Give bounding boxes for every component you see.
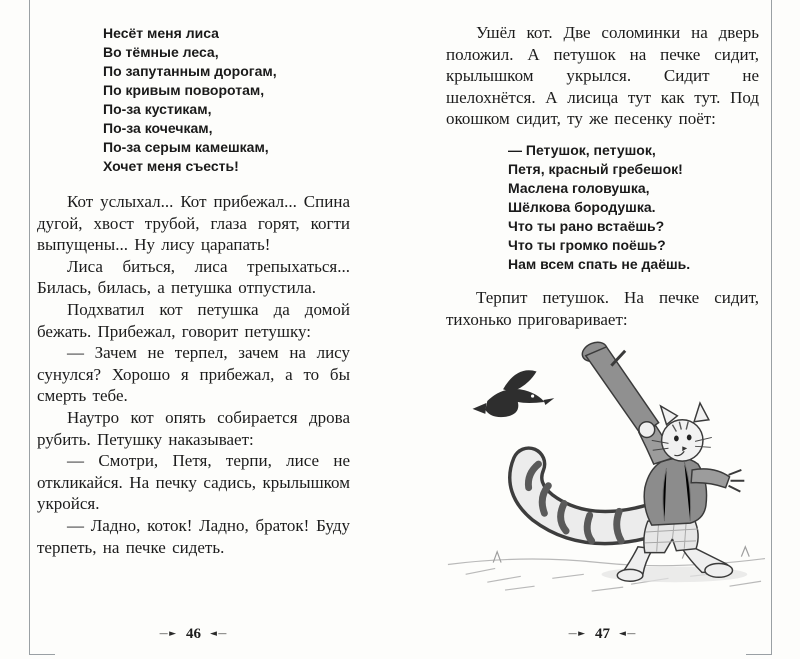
page-frame-bottom-right-tick — [746, 654, 772, 655]
poem-line: По-за серым камешкам, — [103, 139, 269, 155]
poem-line: Во тёмные леса, — [103, 44, 219, 60]
poem-line: Что ты громко поёшь? — [508, 236, 666, 253]
poem-line: Хочет меня съесть! — [103, 158, 239, 174]
page-47 — [446, 22, 759, 645]
poem-line: По-за кустикам, — [103, 101, 212, 117]
story-paragraph: Лиса биться, лиса трепыхаться... Билась, билась, а петушка отпустила. — [37, 256, 350, 298]
poem-line: По-за кочечкам, — [103, 120, 213, 136]
club-figure — [579, 339, 658, 435]
page-number: 46 — [186, 626, 201, 642]
story-paragraph: — Зачем не терпел, зачем на лису сунулся? Хорошо я прибежал, а то бы смерть тебе. — [37, 343, 350, 406]
story-paragraph: — Ладно, коток! Ладно, браток! Буду терпеть, на печке сидеть. — [37, 515, 350, 557]
poem-line: По запутанным дорогам, — [103, 63, 277, 79]
cat-tail-figure — [526, 464, 649, 541]
rooster-song-poem — [508, 141, 759, 274]
poem-line: Несёт меня лиса — [103, 25, 219, 41]
poem-line: По кривым поворотам, — [103, 82, 265, 98]
footer-ornament-right-icon: ◄— — [210, 629, 228, 639]
page-frame-left — [29, 0, 30, 655]
footer-ornament-left-icon: —► — [159, 629, 177, 639]
story-paragraph: Наутро кот опять собирается дрова рубить. Петушку наказывает: — [37, 407, 350, 449]
poem-line: Петя, красный гребешок! — [508, 160, 683, 177]
story-paragraph: Кот услыхал... Кот прибежал... Спина дугой, хвост трубой, глаза горят, когти выпущены... Ну лису царапать! — [37, 192, 350, 255]
story-paragraph: Терпит петушок. На печке сидит, тихонько приговаривает: — [446, 287, 759, 329]
poem-line: — Петушок, петушок, — [508, 141, 656, 158]
page-frame-bottom-left-tick — [29, 654, 55, 655]
page-footer — [37, 626, 350, 643]
poem-line: Шёлкова бородушка. — [508, 198, 656, 215]
fox-song-poem — [103, 24, 350, 176]
story-paragraph: Подхватил кот петушка да домой бежать. Прибежал, говорит петушку: — [37, 299, 350, 341]
cat-with-club-illustration — [436, 338, 771, 596]
story-paragraph: — Смотри, Петя, терпи, лисе не откликайся. На печку садись, крылышком укройся. — [37, 451, 350, 514]
poem-line: Маслена головушка, — [508, 179, 650, 196]
footer-ornament-left-icon: —► — [568, 629, 586, 639]
page-number: 47 — [595, 626, 610, 642]
cat-figure — [617, 403, 744, 581]
footer-ornament-right-icon: ◄— — [619, 629, 637, 639]
poem-line: Что ты рано встаёшь? — [508, 217, 665, 234]
poem-line: Нам всем спать не даёшь. — [508, 255, 691, 272]
story-paragraph: Ушёл кот. Две соломинки на дверь положил. А петушок на печке сидит, крылышком укрылся. Сидит не шелохнётся. А лисица тут как тут. Под окошком сидит, ту же песенку поёт: — [446, 23, 759, 129]
page-frame-right — [771, 0, 772, 655]
bird-figure — [473, 370, 555, 417]
page-46 — [37, 22, 350, 645]
page-footer — [446, 626, 759, 643]
